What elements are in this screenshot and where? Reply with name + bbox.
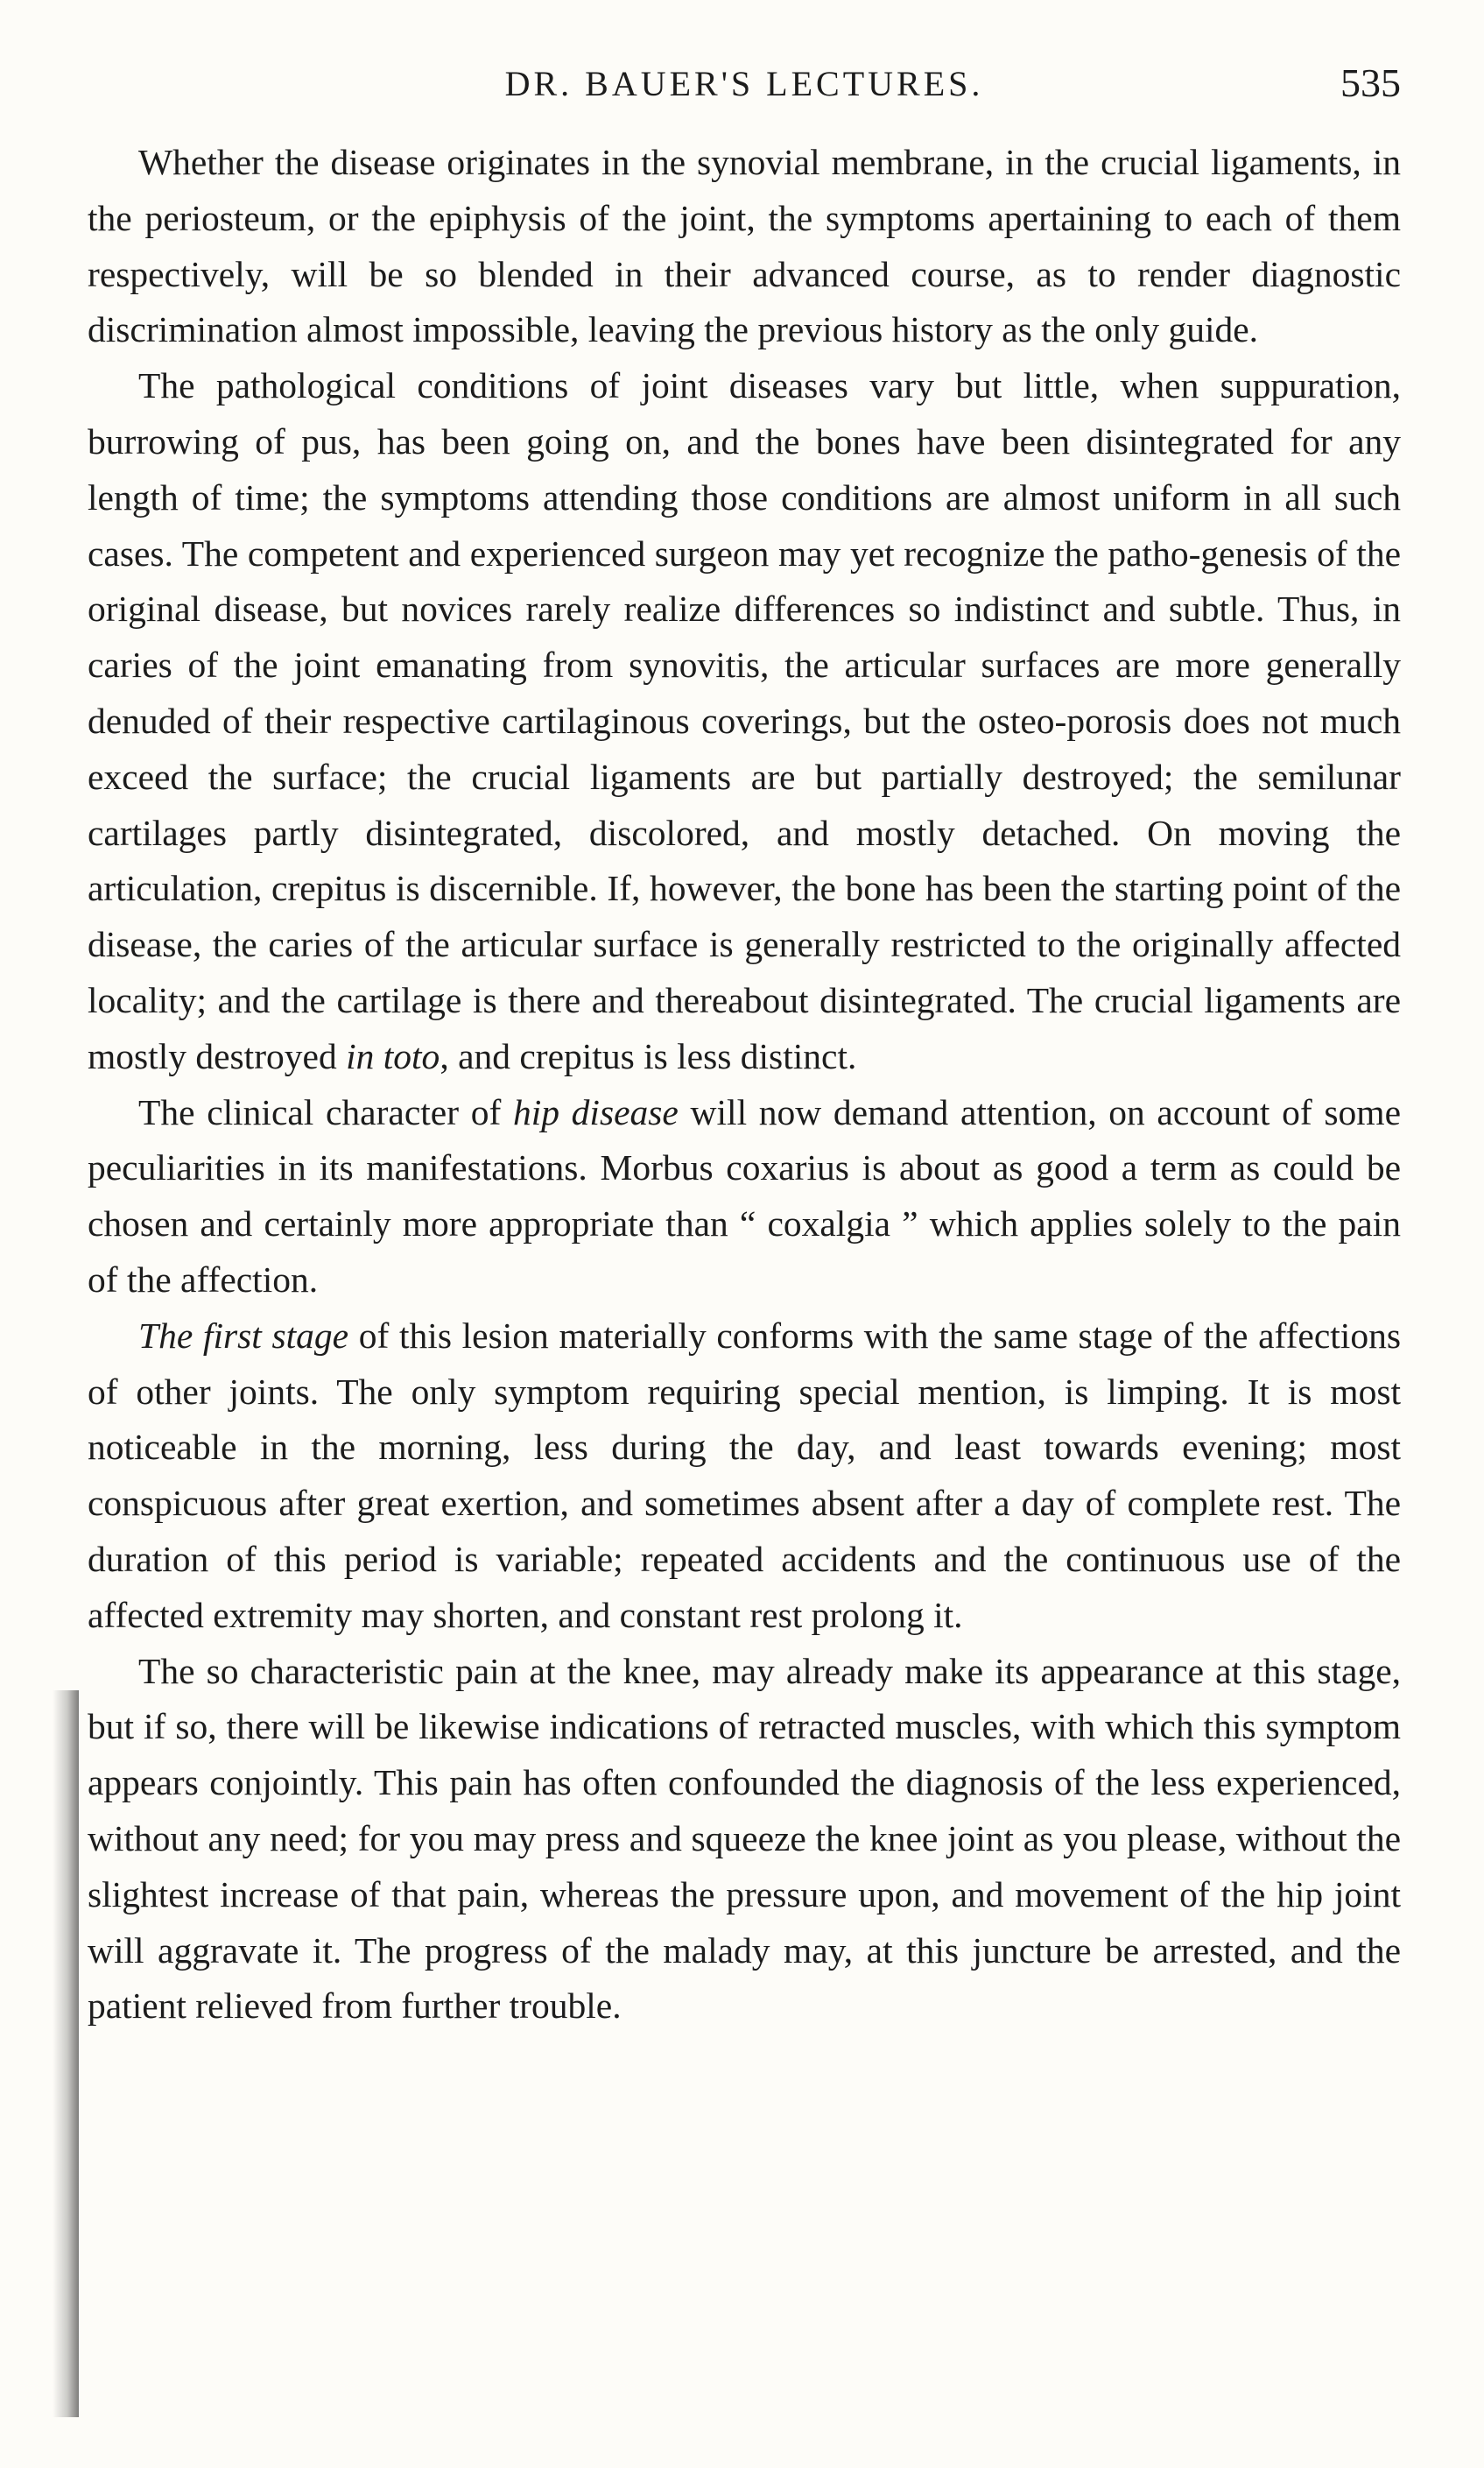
paragraph-4	[88, 1308, 1401, 1644]
italic-phrase: The first stage	[138, 1315, 349, 1356]
paragraph-text-after: will now demand attention, on account of some peculiarities in its manifestations. Morbus coxarius is about as good a term as could be chosen and certainly more appropriate than “ coxalgia ” which applies solely to the pain of the affection.	[88, 1091, 1401, 1300]
paragraph-2	[88, 358, 1401, 1084]
body-text	[88, 135, 1401, 2034]
paragraph-3	[88, 1085, 1401, 1308]
paragraph-text: The so characteristic pain at the knee, may already make its appearance at this stage, but if so, there will be likewise indications of retracted muscles, with which this symptom appears conjointly. This pain has often confounded the diagnosis of the less experienced, without any need; for you may press and squeeze the knee joint as you please, without the slightest increase of that pain, whereas the pressure upon, and movement of the hip joint will aggravate it. The progress of the malady may, at this juncture be arrested, and the patient relieved from further trouble.	[88, 1650, 1401, 2027]
paragraph-text-after: , and crepitus is less distinct.	[440, 1035, 857, 1076]
paragraph-text: The pathological conditions of joint diseases vary but little, when suppuration, burrowing of pus, has been going on, and the bones have been disintegrated for any length of time; the symptoms attending those conditions are almost uniform in all such cases. The competent and experienced surgeon may yet recognize the patho-genesis of the original disease, but novices rarely realize differences so indistinct and subtle. Thus, in caries of the joint emanating from synovitis, the articular surfaces are more generally denuded of their respective cartilaginous coverings, but the osteo-porosis does not much exceed the surface; the crucial ligaments are but partially destroyed; the semilunar cartilages partly disintegrated, discolored, and mostly detached. On moving the articulation, crepitus is discernible. If, however, the bone has been the starting point of the disease, the caries of the articular surface is generally restricted to the originally affected locality; and the cartilage is there and thereabout disintegrated. The crucial ligaments are mostly destroyed	[88, 365, 1401, 1076]
book-page	[88, 53, 1401, 2435]
paragraph-text: Whether the disease originates in the synovial membrane, in the crucial ligaments, in the periosteum, or the epiphysis of the joint, the symptoms apertaining to each of them respectively, will be so blended in their advanced course, as to render diagnostic discrimination almost impossible, leaving the previous history as the only guide.	[88, 142, 1401, 350]
paragraph-1	[88, 135, 1401, 358]
running-head: DR. BAUER'S LECTURES.	[504, 64, 984, 103]
page-header	[88, 53, 1401, 123]
paragraph-text-after: of this lesion materially conforms with the same stage of the affections of other joints. The only symptom requiring special mention, is limping. It is most noticeable in the morning, less during the day, and least towards evening; most conspicuous after great exertion, and sometimes absent after a day of complete rest. The duration of this period is variable; repeated accidents and the continuous use of the affected extremity may shorten, and constant rest prolong it.	[88, 1315, 1401, 1635]
paragraph-text: The clinical character of	[138, 1091, 513, 1132]
italic-phrase: hip disease	[512, 1091, 679, 1132]
page-number: 535	[1340, 60, 1401, 105]
italic-phrase: in toto	[346, 1035, 440, 1076]
binding-shadow	[53, 1690, 79, 2417]
paragraph-5	[88, 1644, 1401, 2035]
